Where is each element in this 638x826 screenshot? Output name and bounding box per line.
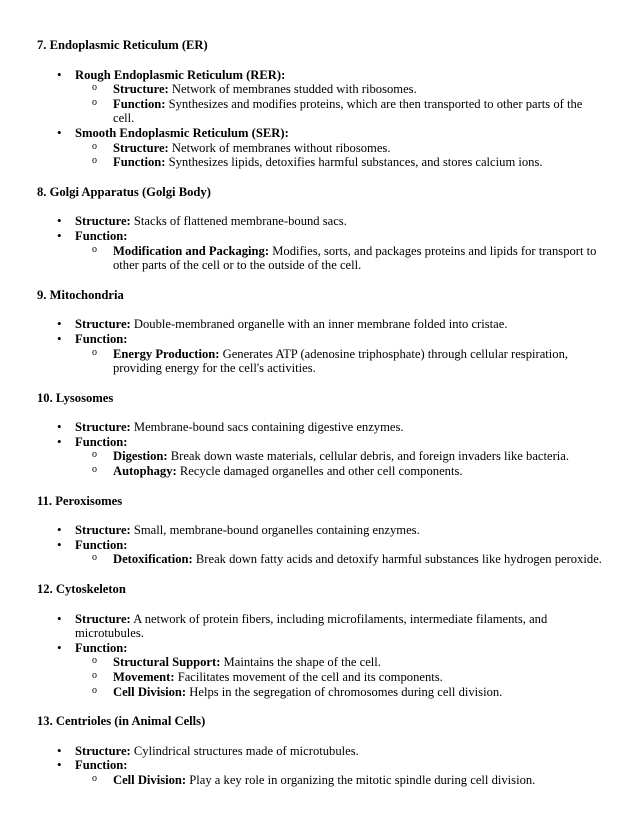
- sub-bullet-item: [75, 655, 603, 670]
- section: [37, 391, 603, 479]
- bullet-label: Function:: [75, 228, 128, 243]
- sub-bullet-list: [75, 141, 603, 170]
- sub-bullet-item: [75, 449, 603, 464]
- bullet-list: [37, 317, 603, 375]
- section-heading: 11. Peroxisomes: [37, 493, 123, 508]
- sub-bullet-text: Network of membranes without ribosomes.: [168, 140, 391, 155]
- sub-bullet-label: Digestion:: [113, 449, 168, 464]
- bullet-label: Structure:: [75, 420, 131, 435]
- sub-bullet-item: [75, 97, 603, 126]
- sub-bullet-list: [75, 244, 603, 273]
- bullet-text: Double-membraned organelle with an inner membrane folded into cristae.: [130, 317, 508, 332]
- bullet-label: Function:: [75, 434, 128, 449]
- bullet-label: Function:: [75, 331, 128, 346]
- bullet-label: Structure:: [75, 523, 131, 538]
- sub-bullet-text: Facilitates movement of the cell and its components.: [174, 670, 443, 684]
- sub-bullet-text: Break down fatty acids and detoxify harmful substances like hydrogen peroxide.: [192, 552, 602, 567]
- bullet-text: A network of protein fibers, including microfilaments, intermediate filaments, and microtubules.: [75, 611, 548, 641]
- document-body: [37, 38, 603, 788]
- bullet-item: [37, 523, 603, 538]
- sub-bullet-label: Function:: [113, 96, 166, 111]
- bullet-list: [37, 420, 603, 478]
- bullet-item: [37, 229, 603, 273]
- sub-bullet-item: [75, 773, 603, 788]
- sub-bullet-list: [75, 773, 603, 788]
- sub-bullet-text: Helps in the segregation of chromosomes during cell division.: [186, 684, 503, 699]
- section: [37, 38, 603, 170]
- section: [37, 714, 603, 787]
- section: [37, 288, 603, 376]
- sub-bullet-label: Structural Support:: [113, 655, 221, 670]
- section-heading: 7. Endoplasmic Reticulum (ER): [37, 38, 208, 52]
- section-heading: 8. Golgi Apparatus (Golgi Body): [37, 184, 211, 199]
- sub-bullet-item: [75, 464, 603, 479]
- bullet-list: [37, 68, 603, 170]
- sub-bullet-label: Energy Production:: [113, 346, 220, 361]
- sub-bullet-item: [75, 552, 603, 567]
- sub-bullet-label: Modification and Packaging:: [113, 243, 270, 258]
- section: [37, 494, 603, 567]
- bullet-list: [37, 744, 603, 788]
- section-heading: 13. Centrioles (in Animal Cells): [37, 714, 206, 729]
- bullet-text: Stacks of flattened membrane-bound sacs.: [130, 214, 347, 229]
- bullet-item: [37, 317, 603, 332]
- section-heading: 9. Mitochondria: [37, 287, 124, 302]
- sub-bullet-text: Play a key role in organizing the mitotic spindle during cell division.: [186, 772, 536, 787]
- sub-bullet-label: Cell Division:: [113, 684, 187, 699]
- bullet-item: [37, 612, 603, 641]
- bullet-item: [37, 214, 603, 229]
- sub-bullet-text: Synthesizes and modifies proteins, which are then transported to other parts of the cell.: [113, 96, 583, 126]
- sub-bullet-label: Function:: [113, 155, 166, 170]
- sub-bullet-text: Generates ATP (adenosine triphosphate) through cellular respiration, providing energy for the cell's activities.: [113, 346, 569, 376]
- sub-bullet-item: [75, 141, 603, 156]
- bullet-label: Structure:: [75, 214, 131, 229]
- bullet-text: Small, membrane-bound organelles containing enzymes.: [130, 523, 420, 538]
- sub-bullet-label: Detoxification:: [113, 552, 193, 567]
- sub-bullet-list: [75, 655, 603, 699]
- sub-bullet-list: [75, 347, 603, 376]
- bullet-label: Function:: [75, 537, 128, 552]
- sub-bullet-label: Cell Division:: [113, 772, 187, 787]
- bullet-item: [37, 68, 603, 126]
- bullet-label: Structure:: [75, 611, 131, 626]
- sub-bullet-text: Synthesizes lipids, detoxifies harmful substances, and stores calcium ions.: [165, 155, 543, 170]
- sub-bullet-item: [75, 685, 603, 700]
- bullet-item: [37, 435, 603, 479]
- bullet-item: [37, 758, 603, 787]
- bullet-list: [37, 214, 603, 272]
- section: [37, 582, 603, 699]
- sub-bullet-label: Autophagy:: [113, 464, 177, 479]
- bullet-item: [37, 420, 603, 435]
- sub-bullet-label: Structure:: [113, 140, 169, 155]
- section: [37, 185, 603, 273]
- sub-bullet-item: [75, 244, 603, 273]
- sub-bullet-list: [75, 552, 603, 567]
- sub-bullet-item: [75, 670, 603, 685]
- bullet-item: [37, 332, 603, 376]
- sub-bullet-item: [75, 155, 603, 170]
- sub-bullet-text: Network of membranes studded with ribosomes.: [168, 82, 417, 97]
- bullet-label: Function:: [75, 758, 128, 773]
- bullet-label: Rough Endoplasmic Reticulum (RER):: [75, 67, 286, 82]
- bullet-list: [37, 612, 603, 700]
- sub-bullet-list: [75, 449, 603, 478]
- bullet-text: Cylindrical structures made of microtubules.: [130, 743, 359, 758]
- sub-bullet-text: Recycle damaged organelles and other cell components.: [176, 464, 463, 479]
- sub-bullet-text: Maintains the shape of the cell.: [220, 655, 381, 670]
- bullet-item: [37, 641, 603, 699]
- sub-bullet-list: [75, 82, 603, 126]
- bullet-text: Membrane-bound sacs containing digestive enzymes.: [130, 420, 404, 435]
- sub-bullet-label: Movement:: [113, 670, 175, 684]
- sub-bullet-item: [75, 82, 603, 97]
- bullet-label: Smooth Endoplasmic Reticulum (SER):: [75, 125, 289, 140]
- sub-bullet-label: Structure:: [113, 82, 169, 97]
- sub-bullet-text: Break down waste materials, cellular debris, and foreign invaders like bacteria.: [167, 449, 570, 464]
- section-heading: 12. Cytoskeleton: [37, 582, 126, 597]
- bullet-label: Structure:: [75, 317, 131, 332]
- bullet-item: [37, 744, 603, 759]
- section-heading: 10. Lysosomes: [37, 390, 114, 405]
- sub-bullet-item: [75, 347, 603, 376]
- sub-bullet-text: Modifies, sorts, and packages proteins and lipids for transport to other parts of the cell or to the outside of the cell.: [113, 243, 597, 273]
- bullet-label: Function:: [75, 640, 128, 655]
- bullet-item: [37, 126, 603, 170]
- bullet-list: [37, 523, 603, 567]
- bullet-item: [37, 538, 603, 567]
- bullet-label: Structure:: [75, 743, 131, 758]
